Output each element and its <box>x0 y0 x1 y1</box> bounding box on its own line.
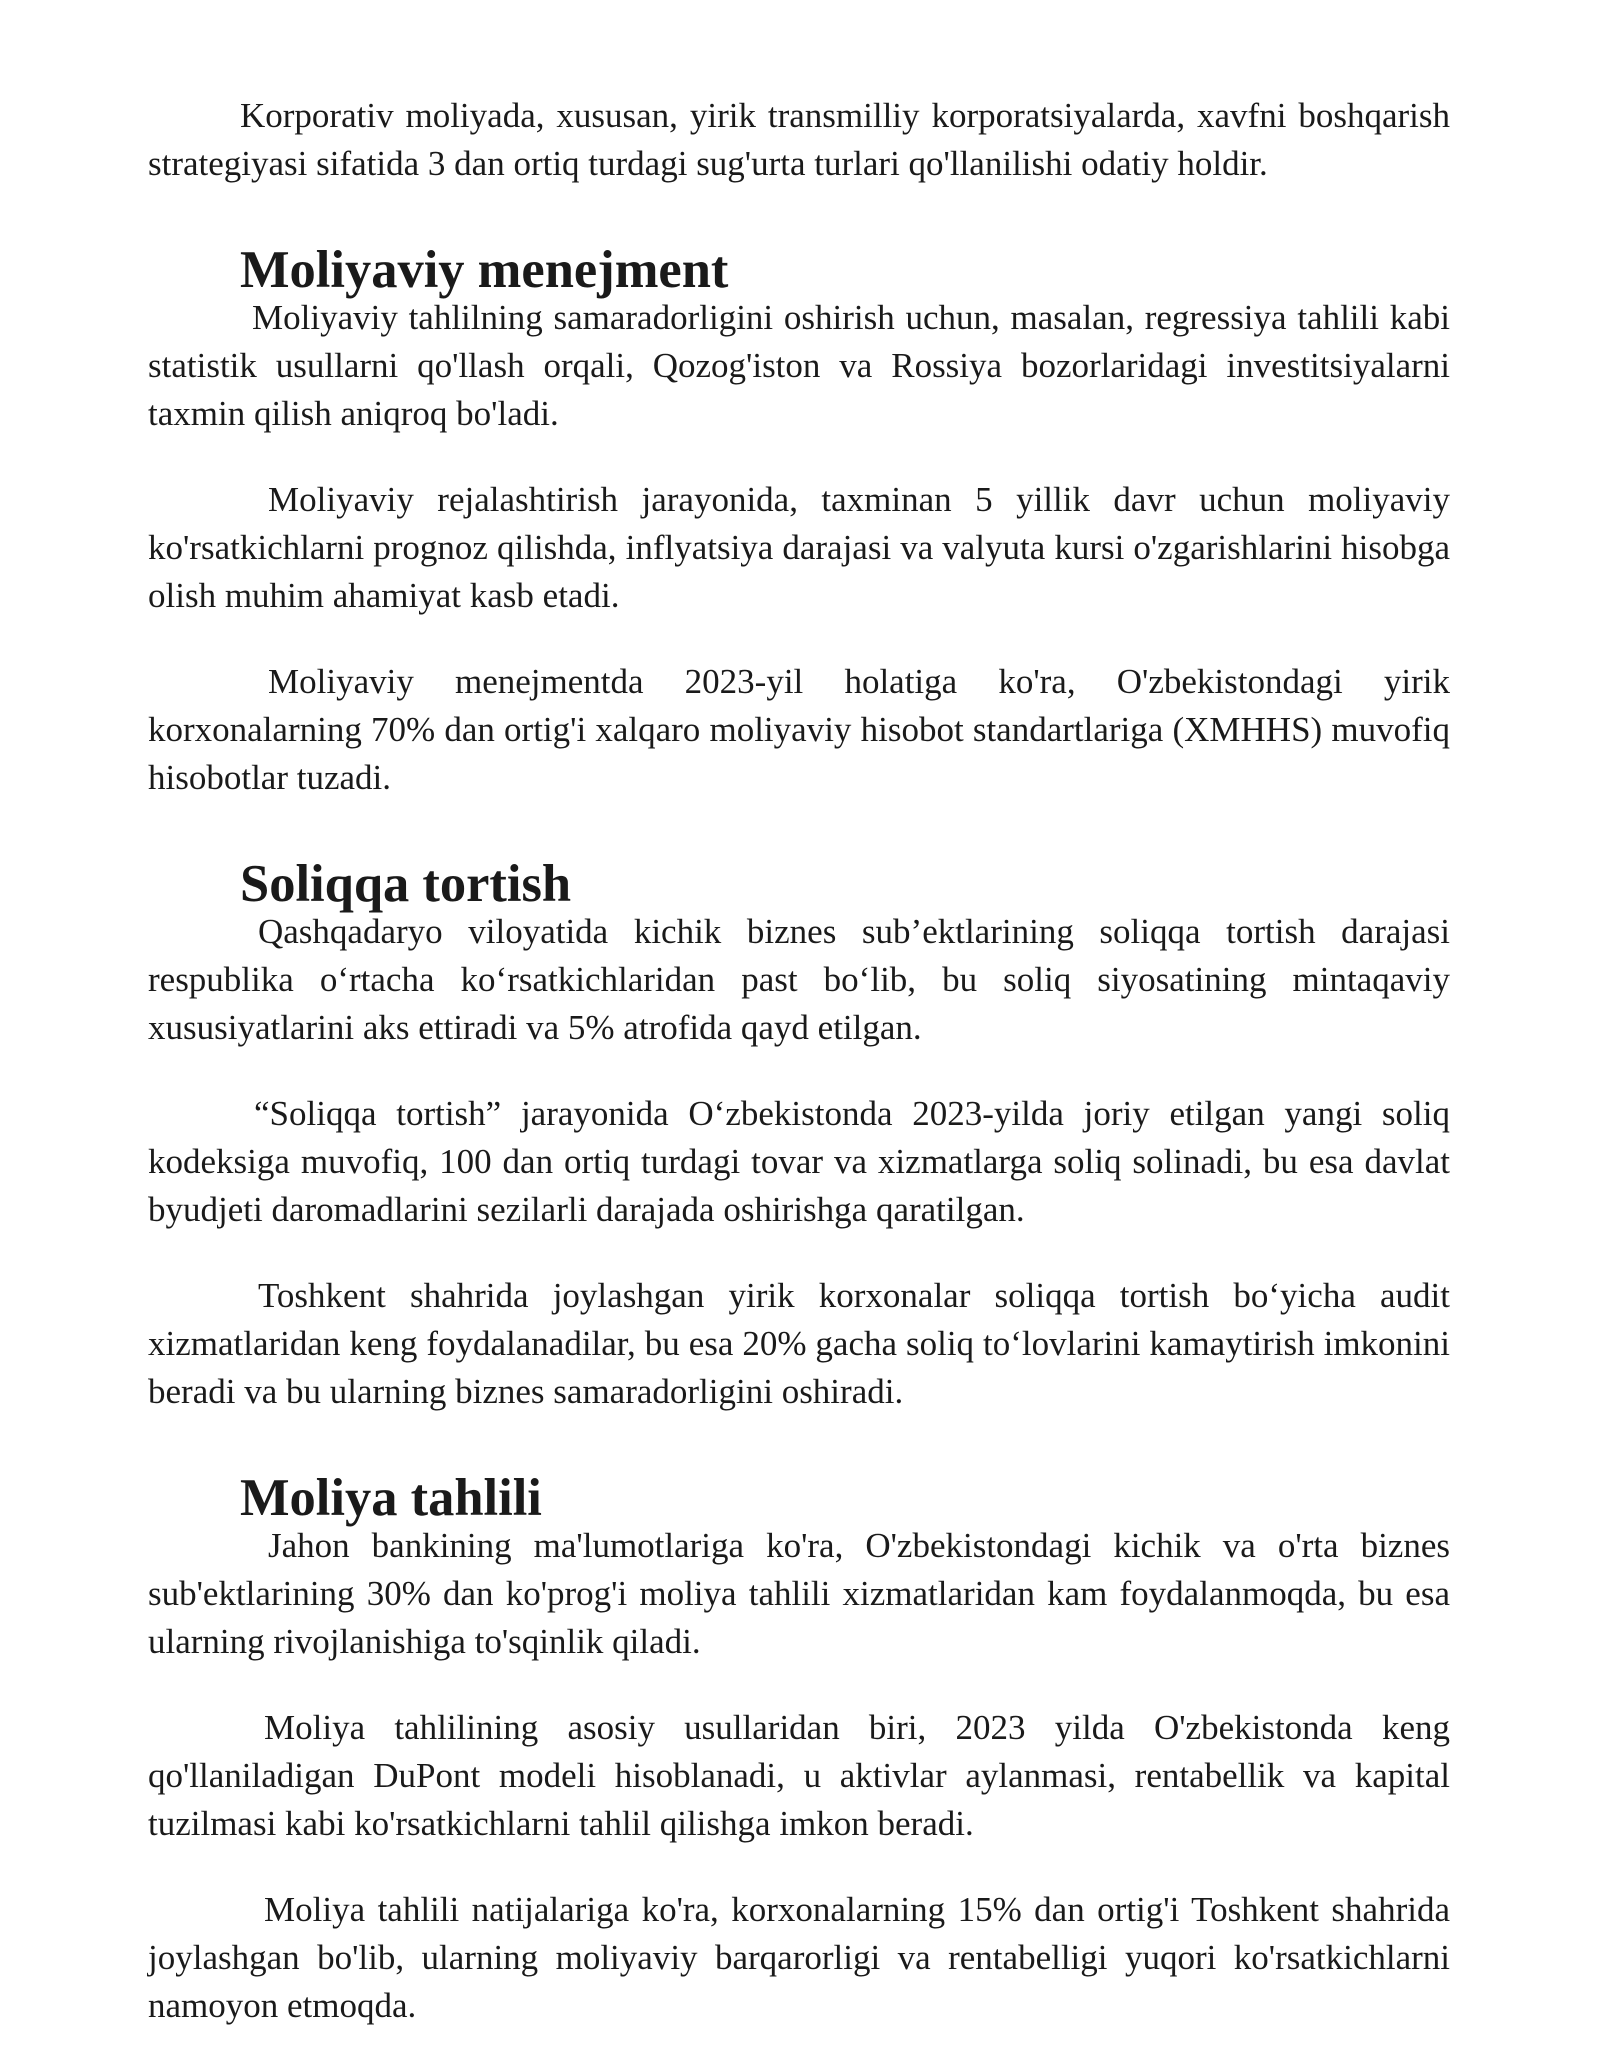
paragraph: Moliya tahlilining asosiy usullaridan biri, 2023 yilda O'zbekistonda keng qo'llaniladigan DuPont modeli hisoblanadi, u aktivlar aylanmasi, rentabellik va kapital tuzilmasi kabi ko'rsatkichlarni tahlil qilishga imkon beradi. <box>148 1708 1450 1843</box>
section-heading-soliqqa-tortish: Soliqqa tortish <box>240 855 572 913</box>
paragraph: Jahon bankining ma'lumotlariga ko'ra, O'zbekistondagi kichik va o'rta biznes sub'ektlarining 30% dan ko'prog'i moliya tahlili xizmatlaridan kam foydalanmoqda, bu esa ularning rivojlanishiga to'sqinlik qiladi. <box>148 1526 1450 1661</box>
paragraph: Moliyaviy rejalashtirish jarayonida, taxminan 5 yillik davr uchun moliyaviy ko'rsatkichlarni prognoz qilishda, inflyatsiya darajasi va valyuta kursi o'zgarishlarini hisobga olish muhim ahamiyat kasb etadi. <box>148 480 1450 615</box>
paragraph: “Soliqqa tortish” jarayonida O‘zbekistonda 2023-yilda joriy etilgan yangi soliq kodeksiga muvofiq, 100 dan ortiq turdagi tovar va xizmatlarga soliq solinadi, bu esa davlat byudjeti daromadlarini sezilarli darajada oshirishga qaratilgan. <box>148 1094 1450 1229</box>
intro-paragraph: Korporativ moliyada, xususan, yirik transmilliy korporatsiyalarda, xavfni boshqarish strategiyasi sifatida 3 dan ortiq turdagi sug'urta turlari qo'llanilishi odatiy holdir. <box>148 96 1450 183</box>
section-heading-moliyaviy-menejment: Moliyaviy menejment <box>240 241 729 299</box>
paragraph: Moliyaviy menejmentda 2023-yil holatiga ko'ra, O'zbekistondagi yirik korxonalarning 70% dan ortig'i xalqaro moliyaviy hisobot standartlariga (XMHHS) muvofiq hisobotlar tuzadi. <box>148 662 1450 797</box>
paragraph: Toshkent shahrida joylashgan yirik korxonalar soliqqa tortish bo‘yicha audit xizmatlaridan keng foydalanadilar, bu esa 20% gacha soliq to‘lovlarini kamaytirish imkonini beradi va bu ularning biznes samaradorligini oshiradi. <box>148 1276 1450 1411</box>
paragraph: Qashqadaryo viloyatida kichik biznes sub’ektlarining soliqqa tortish darajasi respublika o‘rtacha ko‘rsatkichlaridan past bo‘lib, bu soliq siyosatining mintaqaviy xususiyatlarini aks ettiradi va 5% atrofida qayd etilgan. <box>148 912 1450 1047</box>
paragraph: Moliya tahlili natijalariga ko'ra, korxonalarning 15% dan ortig'i Toshkent shahrida joylashgan bo'lib, ularning moliyaviy barqarorligi va rentabelligi yuqori ko'rsatkichlarni namoyon etmoqda. <box>148 1890 1450 2025</box>
section-heading-moliya-tahlili: Moliya tahlili <box>240 1469 542 1527</box>
document-page <box>148 92 1450 2030</box>
paragraph: Moliyaviy tahlilning samaradorligini oshirish uchun, masalan, regressiya tahlili kabi statistik usullarni qo'llash orqali, Qozog'iston va Rossiya bozorlaridagi investitsiyalarni taxmin qilish aniqroq bo'ladi. <box>148 298 1450 433</box>
